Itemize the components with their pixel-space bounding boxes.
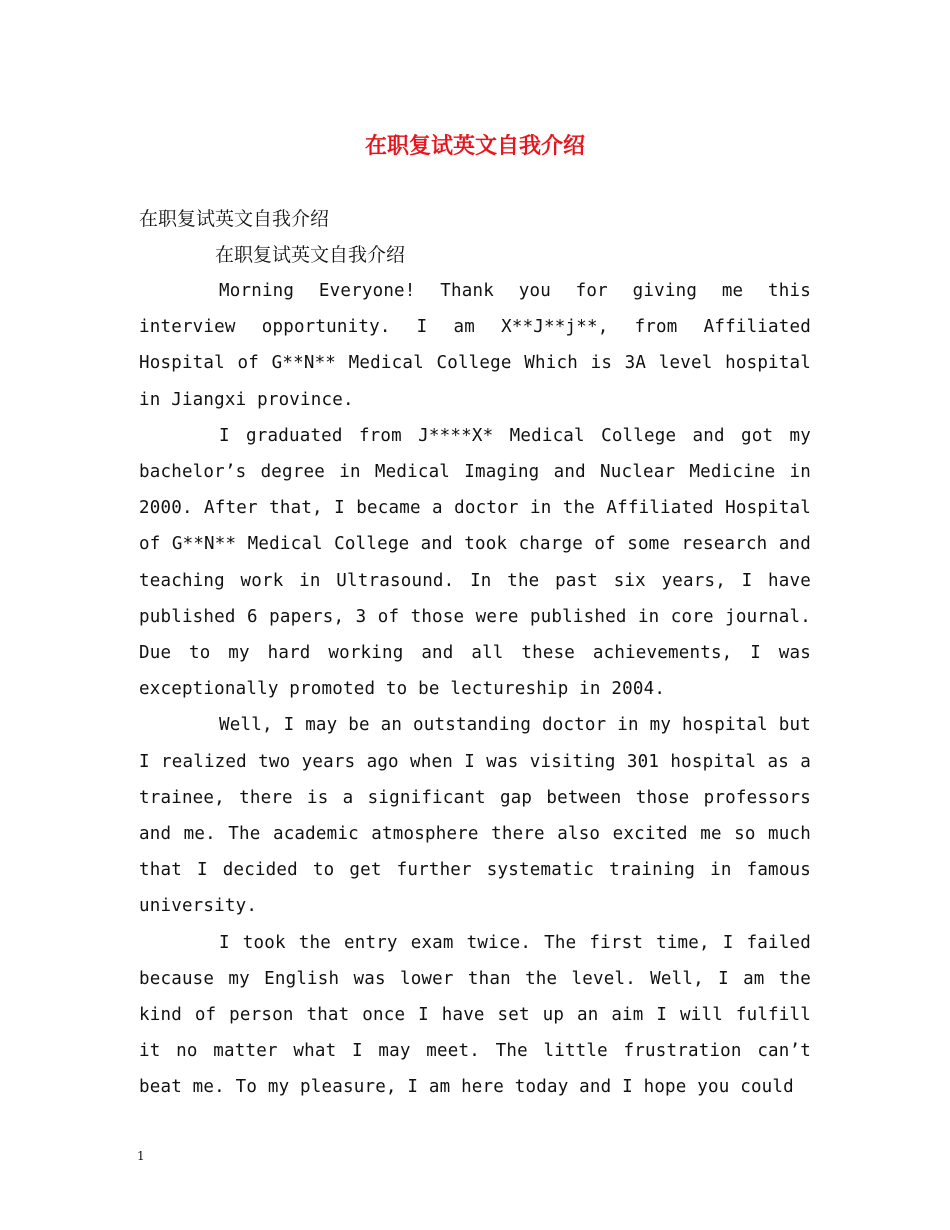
page-title: 在职复试英文自我介绍 [364, 133, 585, 159]
paragraph-exam: I took the entry exam twice. The first time, I failed because my English was lower than the level. Well, I am the kind of person that once I have set up an aim I will fulfill it no matter what I may meet. The little frustration can’t beat me. To my pleasure, I am here today and I hope you could [139, 932, 811, 1098]
page-number: 1 [137, 1149, 145, 1163]
paragraph-introduction: Morning Everyone! Thank you for giving me this interview opportunity. I am X**J**j**, from Affiliated Hospital of G**N** Medical College Which is 3A level hospital in Jiangxi province. [139, 281, 811, 410]
section-subheading: 在职复试英文自我介绍 [215, 244, 406, 266]
section-heading: 在职复试英文自我介绍 [139, 208, 330, 230]
paragraph-motivation: Well, I may be an outstanding doctor in my hospital but I realized two years ago when I was visiting 301 hospital as a trainee, there is a significant gap between those professors and me. The academic atmosphere there also excited me so much that I decided to get further systematic training in famous university. [139, 715, 811, 917]
document-body [139, 201, 811, 1106]
paragraph-education: I graduated from J****X* Medical College and got my bachelor’s degree in Medical Imaging and Nuclear Medicine in 2000. After that, I became a doctor in the Affiliated Hospital of G**N** Medical College and took charge of some research and teaching work in Ultrasound. In the past six years, I have published 6 papers, 3 of those were published in core journal. Due to my hard working and all these achievements, I was exceptionally promoted to be lectureship in 2004. [139, 425, 811, 700]
